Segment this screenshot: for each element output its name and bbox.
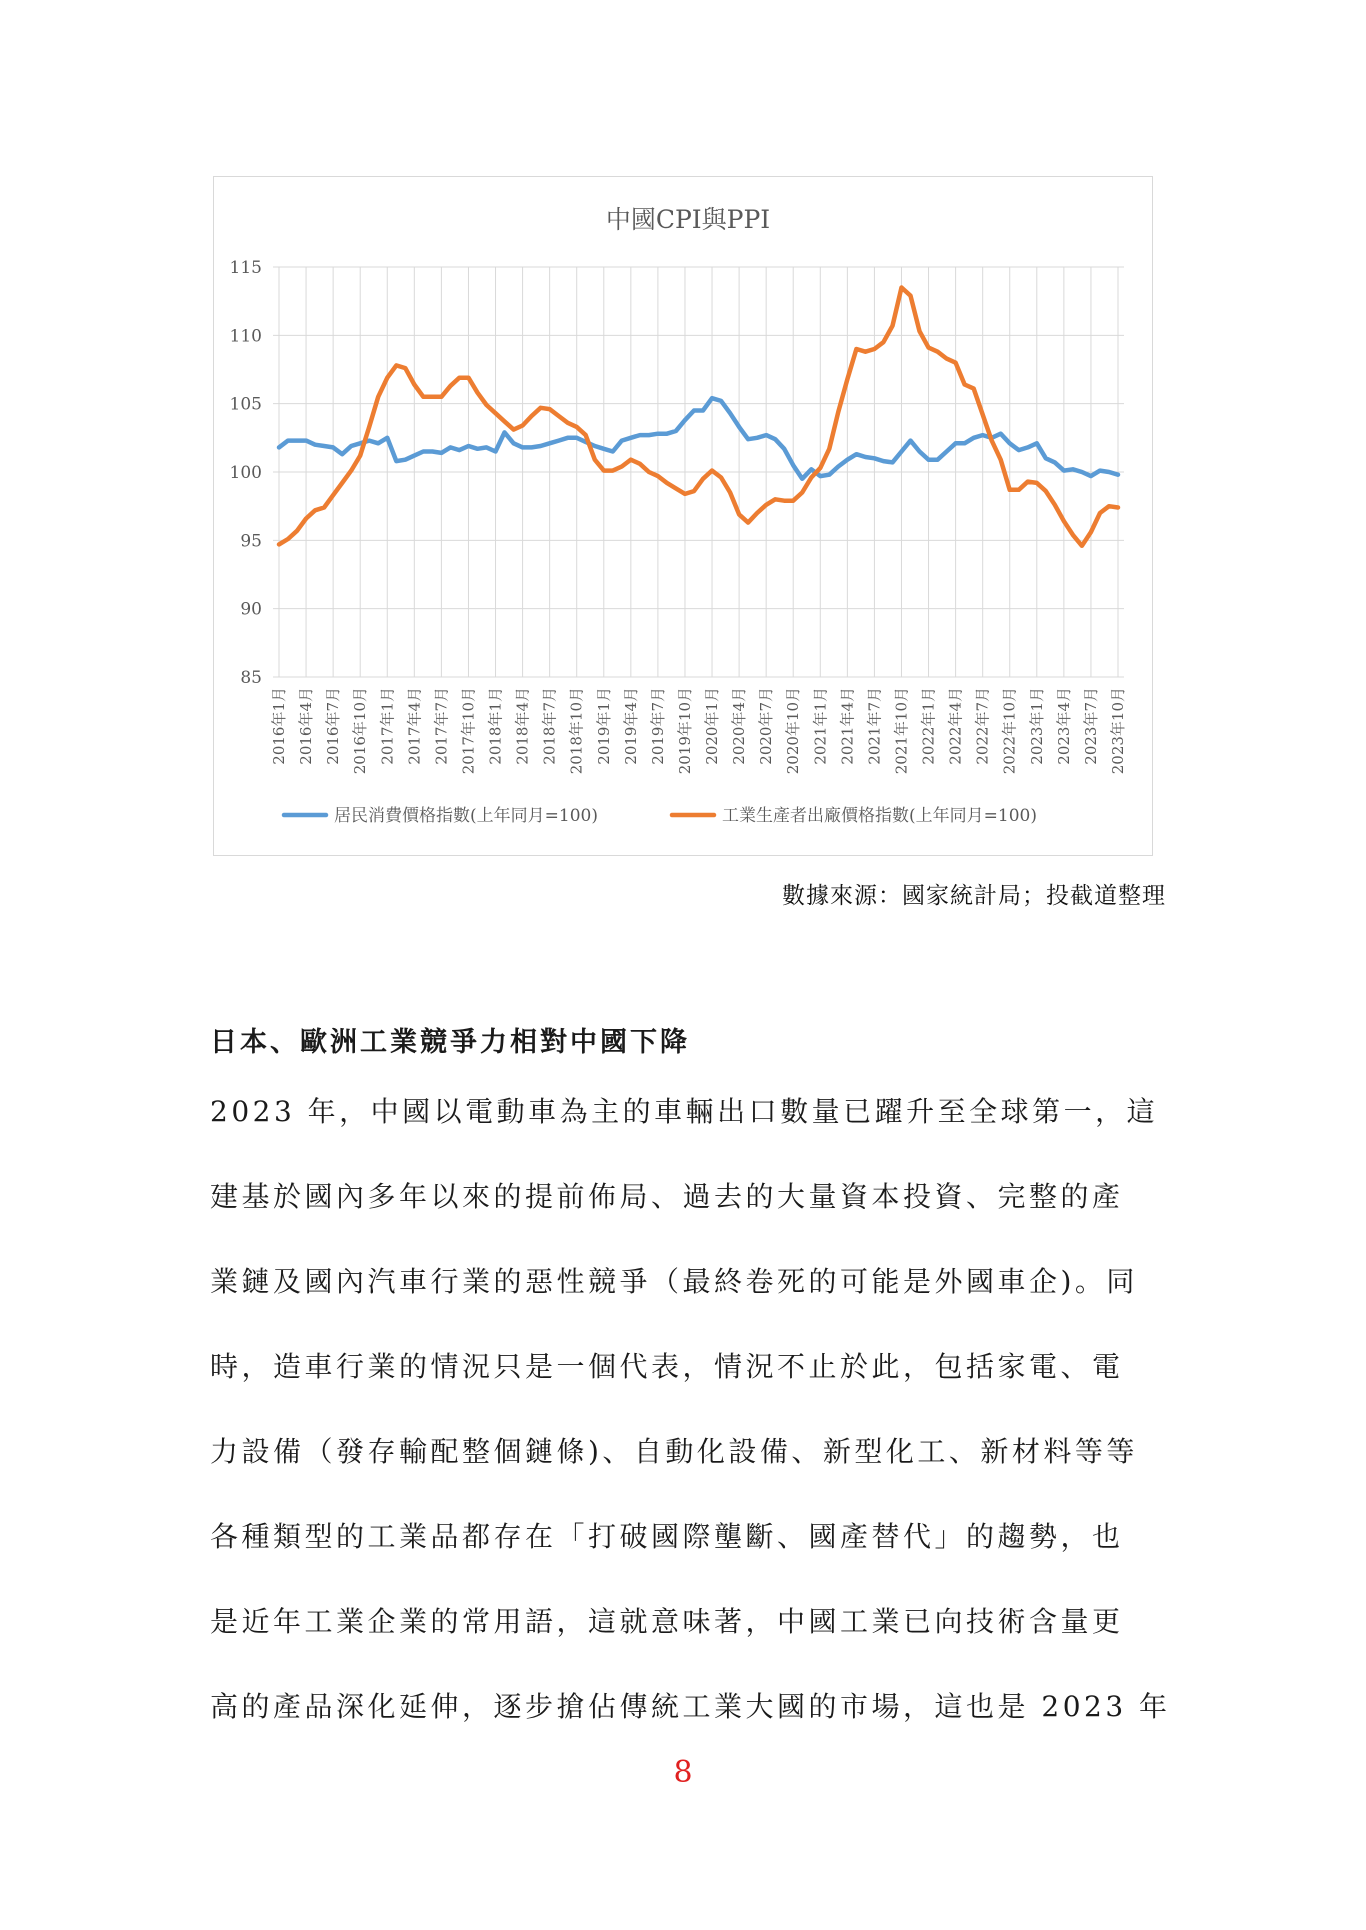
x-tick-label: 2023年1月 [1027, 687, 1046, 765]
y-tick-label: 110 [229, 326, 262, 347]
x-tick-label: 2019年7月 [648, 687, 667, 765]
legend-label: 工業生產者出廠價格指數(上年同月=100) [722, 806, 1037, 826]
y-tick-label: 85 [240, 668, 262, 688]
ppi-series-line [279, 288, 1118, 546]
x-tick-label: 2021年7月 [865, 687, 884, 765]
y-tick-label: 105 [229, 394, 262, 415]
x-tick-label: 2022年7月 [973, 687, 992, 765]
paragraph-line: 各種類型的工業品都存在「打破國際壟斷、國產替代」的趨勢，也 [210, 1520, 1124, 1553]
y-tick-label: 95 [240, 531, 262, 552]
x-tick-label: 2022年1月 [919, 687, 938, 765]
x-tick-label: 2018年1月 [486, 687, 505, 765]
source-note: 數據來源：國家統計局；投截道整理 [782, 883, 1166, 909]
x-tick-label: 2020年10月 [784, 687, 803, 775]
paragraph-line: 建基於國內多年以來的提前佈局、過去的大量資本投資、完整的產 [210, 1180, 1124, 1213]
x-tick-label: 2020年1月 [703, 687, 722, 765]
x-tick-label: 2019年1月 [594, 687, 613, 765]
chart-canvas [214, 177, 1152, 855]
x-tick-label: 2016年7月 [324, 687, 343, 765]
x-tick-label: 2017年7月 [432, 687, 451, 765]
x-tick-label: 2018年4月 [513, 687, 532, 765]
chart-title: 中國CPI與PPI [605, 205, 771, 234]
x-tick-label: 2016年1月 [270, 687, 288, 765]
section-heading: 日本、歐洲工業競爭力相對中國下降 [210, 1027, 690, 1058]
x-tick-label: 2021年4月 [838, 687, 857, 765]
x-tick-label: 2016年4月 [297, 687, 316, 765]
x-tick-label: 2018年7月 [540, 687, 559, 765]
body-paragraph [210, 1092, 1170, 1772]
x-tick-label: 2019年4月 [621, 687, 640, 765]
y-tick-label: 90 [240, 599, 262, 620]
paragraph-line: 是近年工業企業的常用語，這就意味著，中國工業已向技術含量更 [210, 1605, 1124, 1638]
paragraph-line: 力設備（發存輸配整個鏈條)、自動化設備、新型化工、新材料等等 [210, 1435, 1138, 1468]
x-tick-label: 2022年4月 [946, 687, 965, 765]
x-tick-label: 2023年10月 [1109, 687, 1127, 775]
x-tick-label: 2017年1月 [378, 687, 397, 765]
x-tick-label: 2020年4月 [730, 687, 749, 765]
x-tick-label: 2016年10月 [351, 687, 370, 775]
x-tick-label: 2022年10月 [1000, 687, 1019, 775]
cpi-ppi-chart [213, 176, 1153, 856]
page-number: 8 [673, 1755, 693, 1790]
paragraph-line: 時，造車行業的情況只是一個代表，情況不止於此，包括家電、電 [210, 1350, 1124, 1383]
paragraph-line: 業鏈及國內汽車行業的惡性競爭（最終卷死的可能是外國車企)。同 [210, 1265, 1138, 1298]
legend-label: 居民消費價格指數(上年同月=100) [334, 806, 598, 826]
x-tick-label: 2023年7月 [1081, 687, 1100, 765]
paragraph-line: 高的產品深化延伸，逐步搶佔傳統工業大國的市場，這也是 2023 年 [210, 1690, 1171, 1723]
x-tick-label: 2021年10月 [892, 687, 911, 775]
x-tick-label: 2018年10月 [567, 687, 586, 775]
x-tick-label: 2021年1月 [811, 687, 830, 765]
x-tick-label: 2023年4月 [1054, 687, 1073, 765]
x-tick-label: 2019年10月 [675, 687, 694, 775]
y-tick-label: 100 [229, 463, 262, 483]
x-tick-label: 2017年10月 [459, 687, 478, 775]
x-tick-label: 2017年4月 [405, 687, 424, 765]
x-tick-label: 2020年7月 [757, 687, 776, 765]
y-tick-label: 115 [229, 258, 262, 278]
paragraph-line: 2023 年，中國以電動車為主的車輛出口數量已躍升至全球第一，這 [210, 1095, 1159, 1128]
